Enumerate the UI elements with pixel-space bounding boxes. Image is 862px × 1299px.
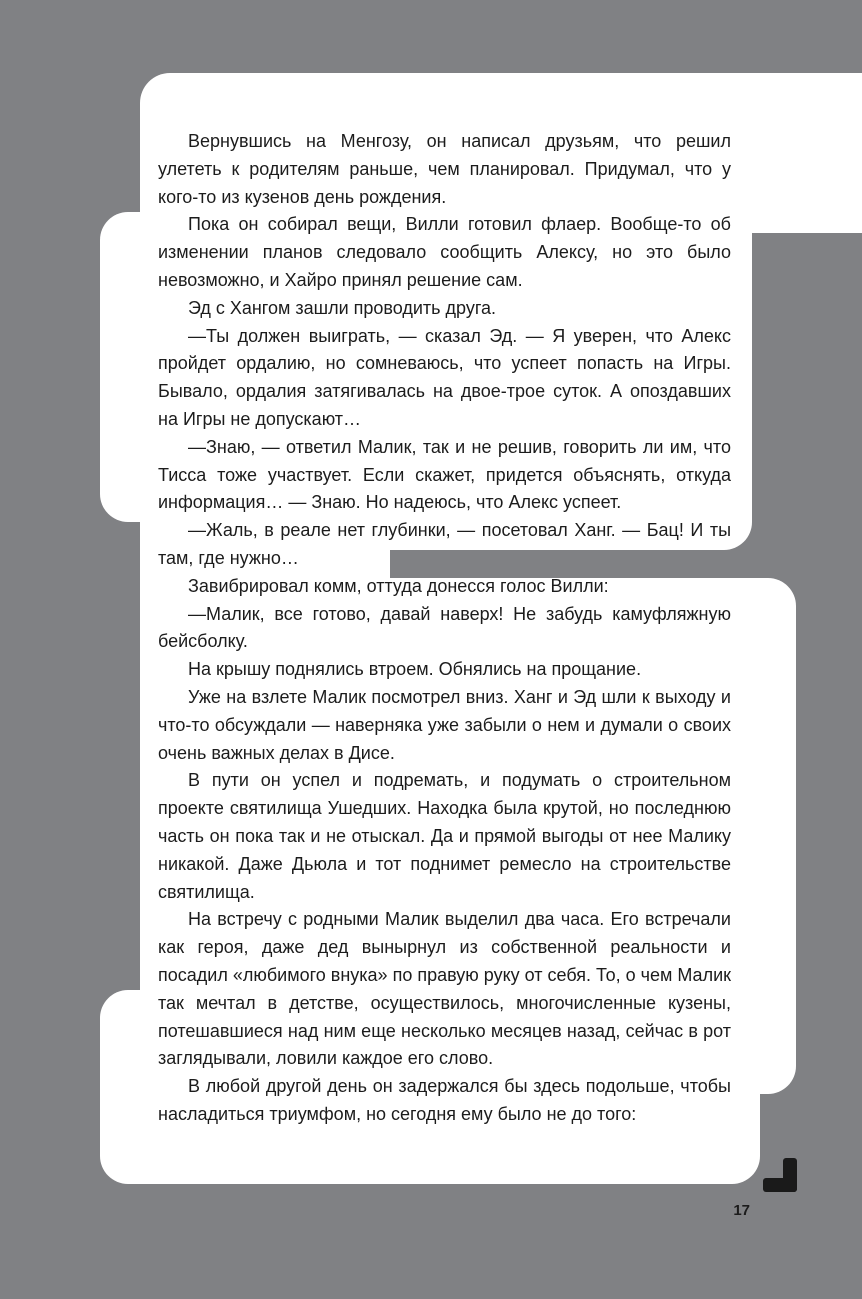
paragraph: Эд с Хангом зашли проводить друга.	[188, 297, 497, 318]
paragraph: На встречу с родными Малик выделил два часа. Его встречали как героя, даже дед вынырнул из собственной реальности и посадил «любимого внука» по правую руку от себя. То, о чем Малик так мечтал в детстве, осуществилось, многочисленные кузены, потешавшиеся над ним еще несколько месяцев назад, сейчас в рот заглядывали, ловили каждое его слово.	[158, 909, 732, 1069]
paragraph: —Знаю, — ответил Малик, так и не решив, говорить ли им, что Тисса тоже участвует. Если скажет, придется объяснять, откуда информация… — Знаю. Но надеюсь, что Алекс успеет.	[158, 436, 731, 513]
paragraph: —Ты должен выиграть, — сказал Эд. — Я уверен, что Алекс пройдет ордалию, но сомневаюсь, что успеет попасть на Игры. Бывало, ордалия затягивалась на двое-трое суток. А опоздавших на Игры не допускают…	[158, 325, 731, 429]
paragraph: Вернувшись на Менгозу, он написал друзьям, что решил улететь к родителям раньше, чем планировал. Придумал, что у кого-то из кузенов день рождения.	[158, 131, 731, 207]
corner-mark-icon	[763, 1158, 797, 1192]
paragraph: Уже на взлете Малик посмотрел вниз. Ханг и Эд шли к выходу и что-то обсуждали — наверняка уже забыли о нем и думали о своих очень важных делах в Дисе.	[158, 686, 731, 763]
page-number: 17	[733, 1202, 750, 1219]
paragraph: —Жаль, в реале нет глубинки, — посетовал Ханг. — Бац! И ты там, где нужно…	[158, 520, 731, 568]
paragraph: В любой другой день он задержался бы здесь подольше, чтобы насладиться триумфом, но сегодня ему было не до того:	[158, 1076, 731, 1124]
paragraph: Пока он собирал вещи, Вилли готовил флаер. Вообще-то об изменении планов следовало сообщить Алексу, но это было невозможно, и Хайро принял решение сам.	[158, 214, 731, 290]
paragraph: —Малик, все готово, давай наверх! Не забудь камуфляжную бейсболку.	[158, 603, 731, 652]
paragraph: Завибрировал комм, оттуда донесся голос Вилли:	[188, 575, 609, 596]
body-text	[158, 128, 731, 1129]
paragraph: На крышу поднялись втроем. Обнялись на прощание.	[188, 659, 642, 680]
paragraph: В пути он успел и подремать, и подумать о строительном проекте святилища Ушедших. Находка была крутой, но последнюю часть он пока так и не отыскал. Да и прямой выгоды от нее Малику никакой. Даже Дьюла и тот поднимет ремесло на строительстве святилища.	[158, 770, 731, 902]
